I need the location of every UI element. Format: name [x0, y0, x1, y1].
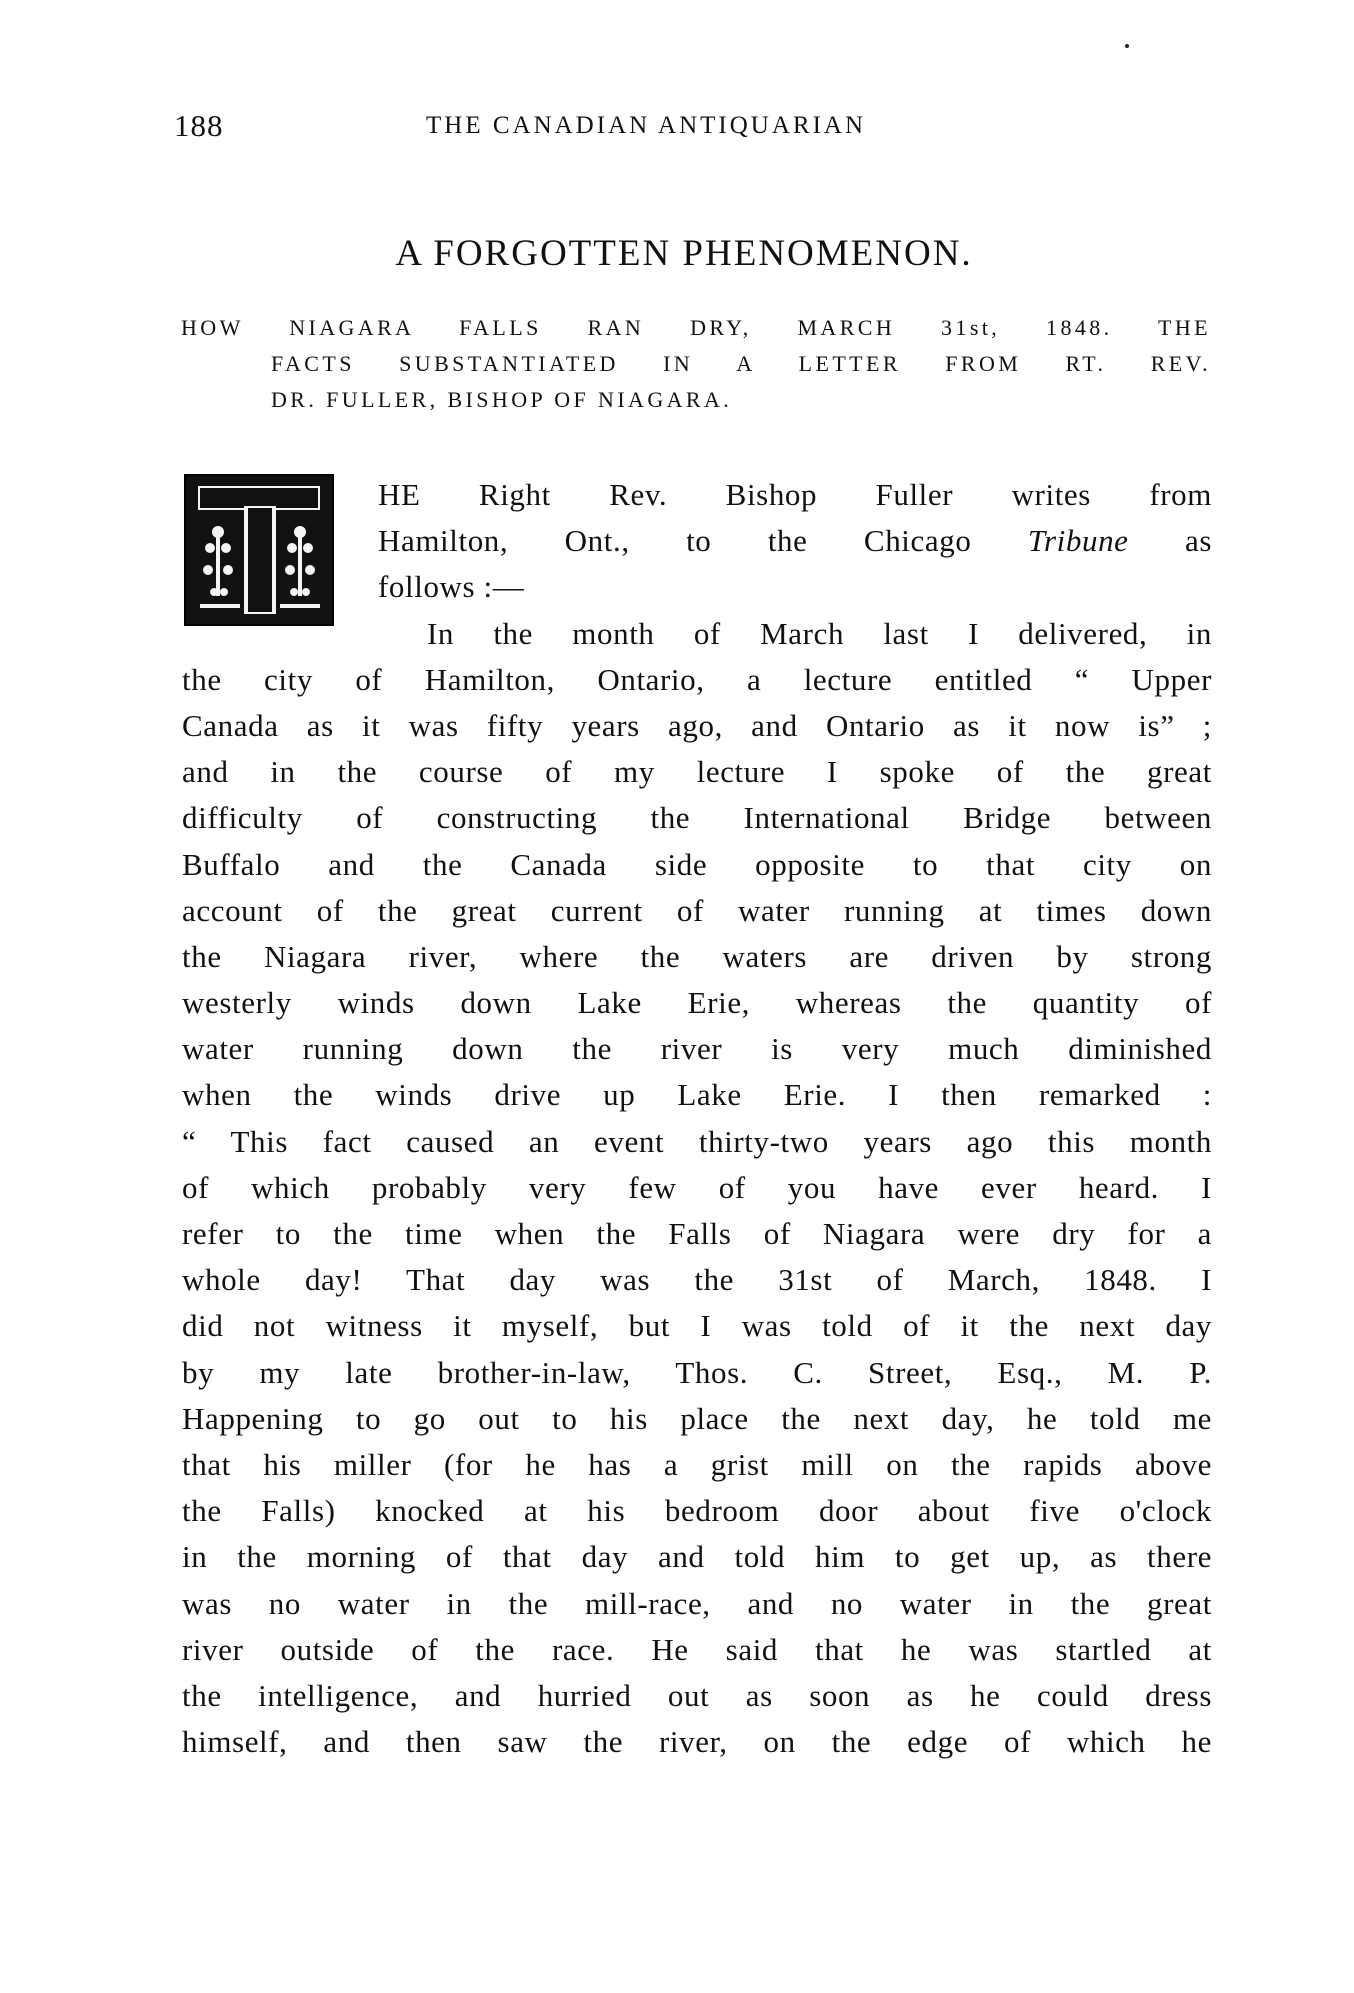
body-line: the Falls) knocked at his bedroom door about five o'clock — [182, 1493, 1212, 1529]
body-line: when the winds drive up Lake Erie. I then remarked : — [182, 1077, 1212, 1113]
body-line: the intelligence, and hurried out as soon as he could dress — [182, 1677, 1212, 1713]
body-line: westerly winds down Lake Erie, whereas the quantity of — [182, 985, 1212, 1021]
body-line: in the morning of that day and told him to get up, as there — [182, 1539, 1212, 1575]
subtitle-line: FACTS SUBSTANTIATED IN A LETTER FROM RT. REV. — [271, 351, 1211, 376]
running-head — [174, 108, 1214, 148]
body-line: Hamilton, Ont., to the Chicago Tribune as — [378, 523, 1212, 559]
article-body — [182, 472, 1212, 1765]
body-line: did not witness it myself, but I was told of it the next day — [182, 1308, 1212, 1344]
body-line: by my late brother-in-law, Thos. C. Street, Esq., M. P. — [182, 1354, 1212, 1390]
newspaper-name: Tribune — [1027, 523, 1129, 559]
body-line: that his miller (for he has a grist mill on the rapids above — [182, 1446, 1212, 1482]
body-line: water running down the river is very much diminished — [182, 1031, 1212, 1067]
body-line: HE Right Rev. Bishop Fuller writes from — [378, 477, 1212, 512]
article-subtitle — [181, 310, 1211, 418]
journal-title: THE CANADIAN ANTIQUARIAN — [426, 112, 867, 139]
body-line: himself, and then saw the river, on the edge of which he — [182, 1724, 1212, 1760]
body-line: of which probably very few of you have ever heard. I — [182, 1169, 1212, 1205]
page-number: 188 — [174, 108, 224, 143]
body-line: Happening to go out to his place the next day, he told me — [182, 1400, 1212, 1436]
body-line: refer to the time when the Falls of Niagara were dry for a — [182, 1216, 1212, 1251]
body-line: difficulty of constructing the International Bridge between — [182, 800, 1212, 836]
body-line: the Niagara river, where the waters are driven by strong — [182, 938, 1212, 974]
body-line: In the month of March last I delivered, in — [427, 615, 1212, 651]
subtitle-line: HOW NIAGARA FALLS RAN DRY, MARCH 31st, 1848. THE — [181, 315, 1211, 340]
body-line: whole day! That day was the 31st of March, 1848. I — [182, 1262, 1212, 1298]
subtitle-line: DR. FULLER, BISHOP OF NIAGARA. — [271, 387, 733, 412]
body-line: Buffalo and the Canada side opposite to that city on — [182, 846, 1212, 882]
body-line: was no water in the mill-race, and no water in the great — [182, 1585, 1212, 1621]
article-title: A FORGOTTEN PHENOMENON. — [395, 233, 973, 274]
body-line: and in the course of my lecture I spoke of the great — [182, 754, 1212, 790]
body-line: the city of Hamilton, Ontario, a lecture entitled “ Upper — [182, 661, 1212, 697]
body-line: follows :— — [378, 569, 525, 605]
page-speck — [1125, 44, 1129, 48]
body-line: Canada as it was fifty years ago, and Ontario as it now is” ; — [182, 707, 1212, 743]
body-line: account of the great current of water running at times down — [182, 892, 1212, 928]
body-line: river outside of the race. He said that he was startled at — [182, 1631, 1212, 1667]
body-line: “ This fact caused an event thirty-two years ago this month — [182, 1123, 1212, 1159]
